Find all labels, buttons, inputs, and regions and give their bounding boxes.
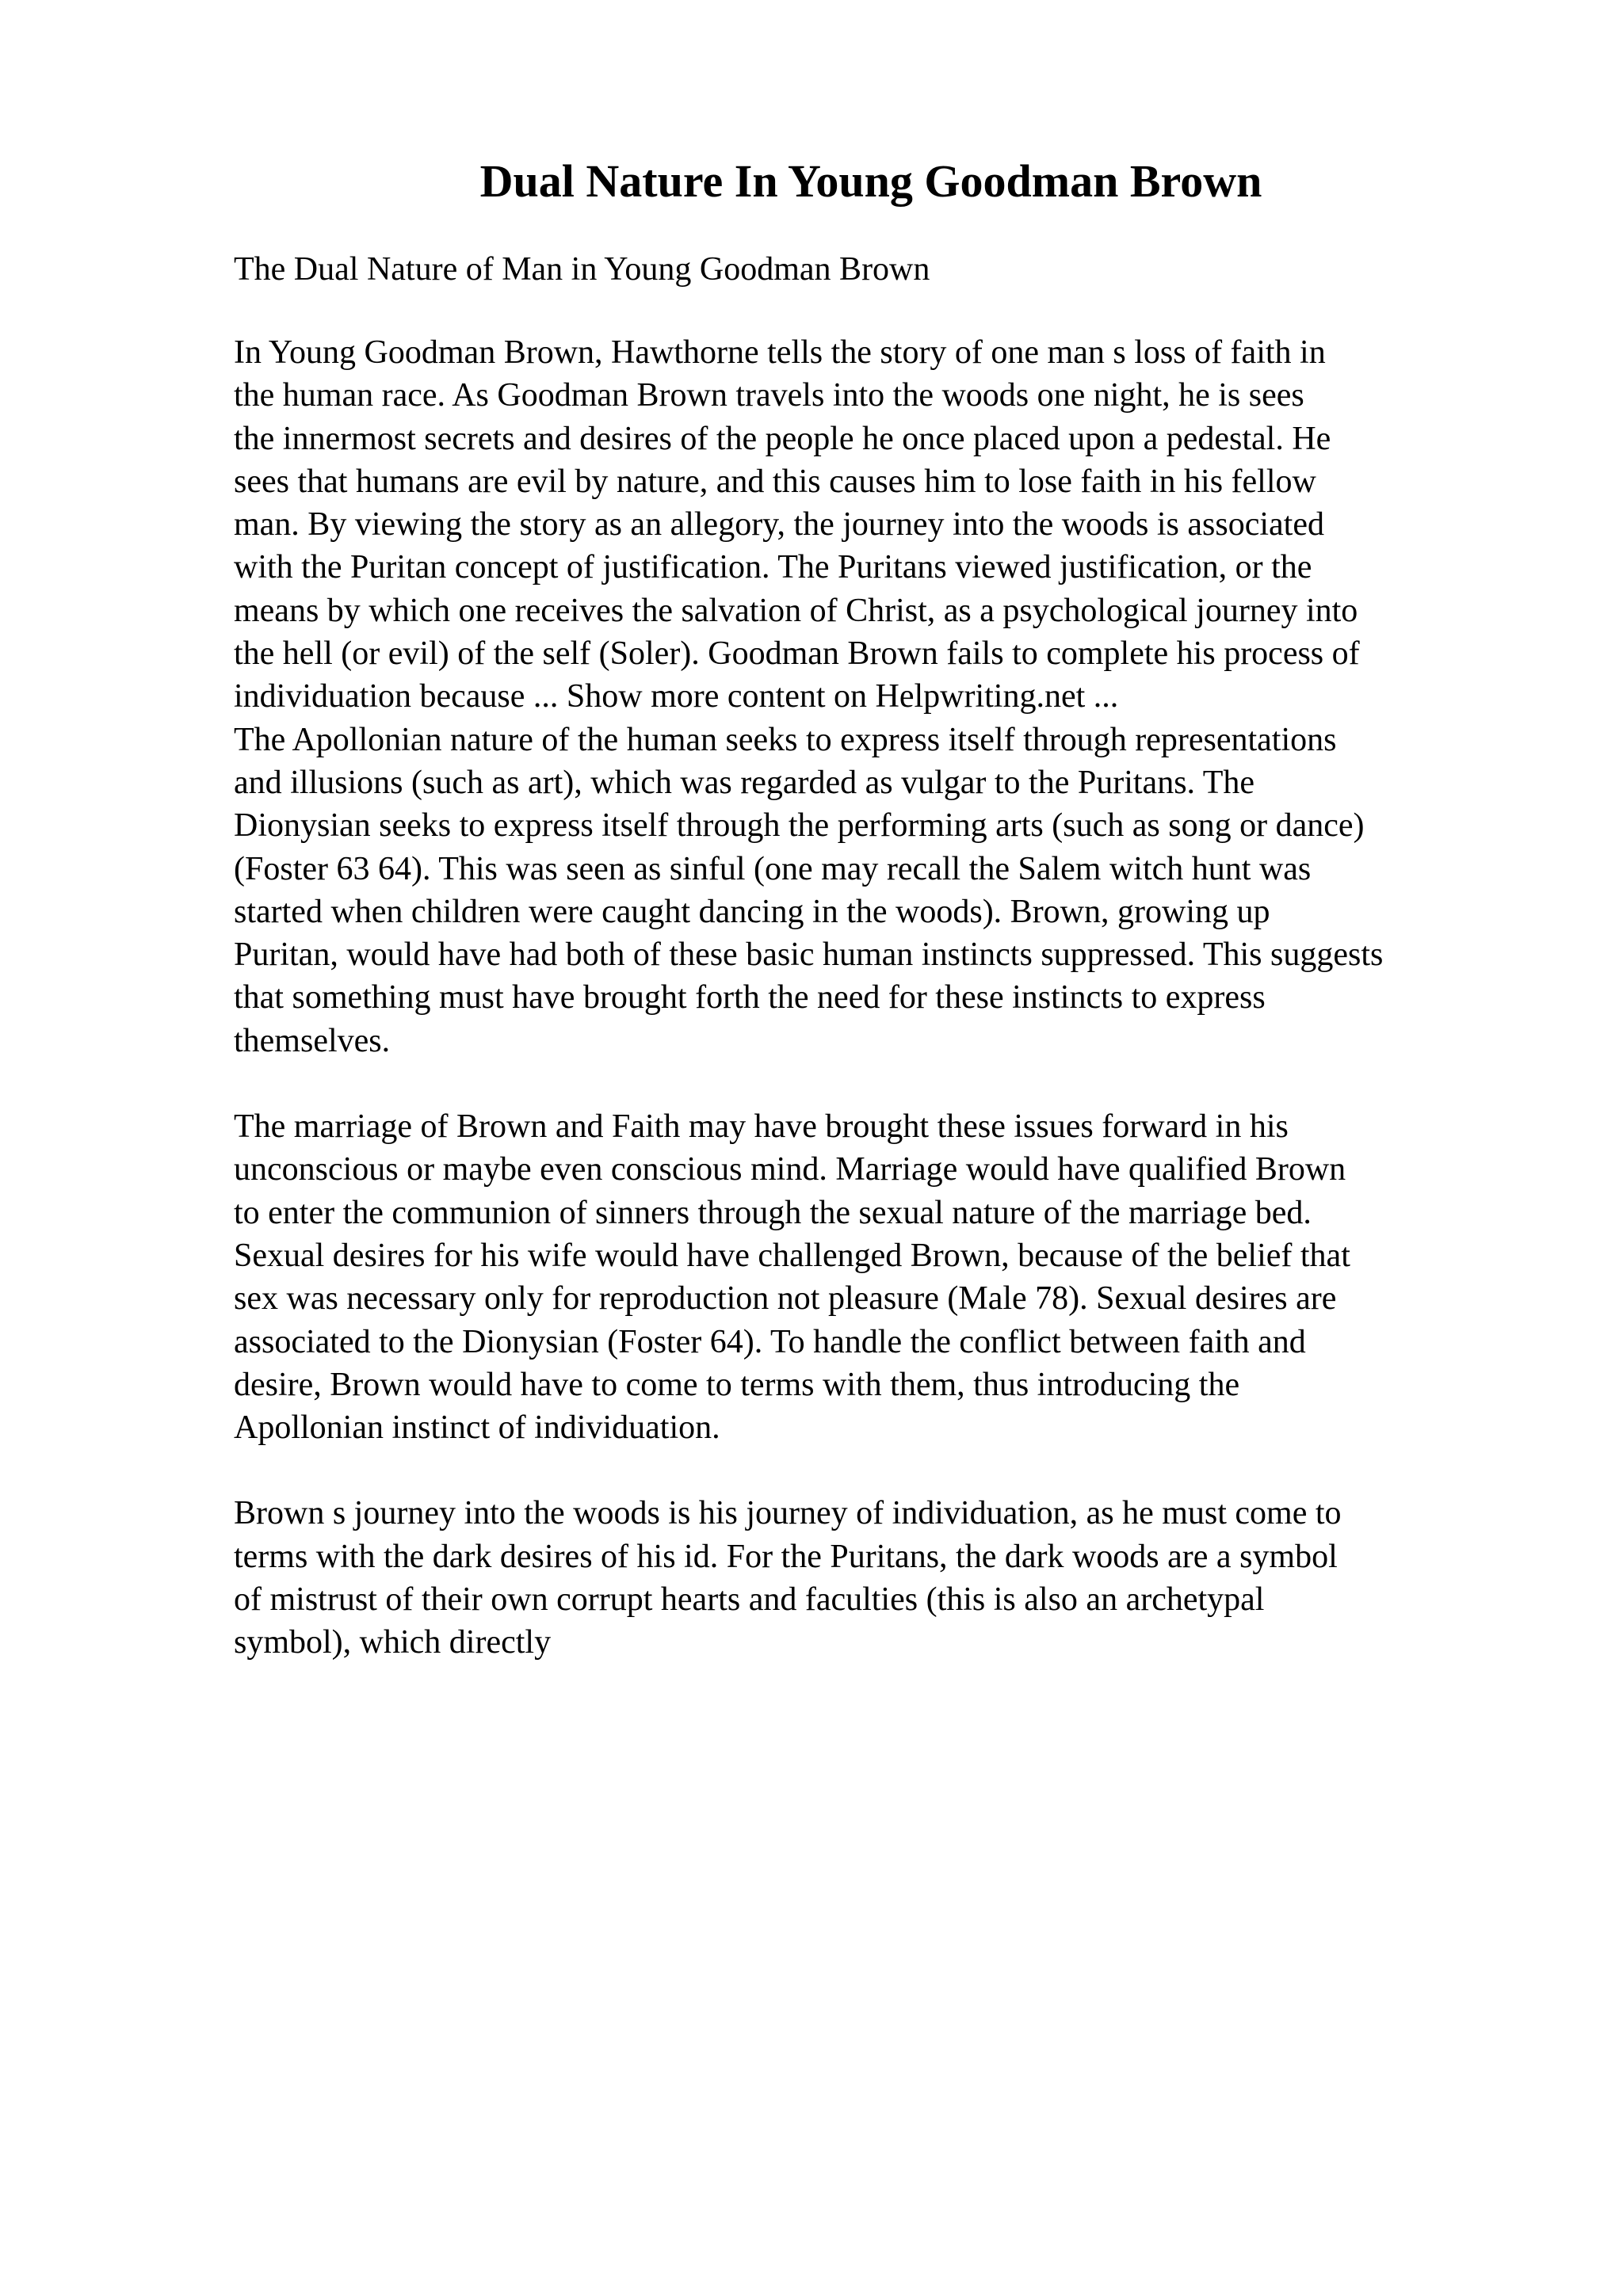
- paragraph-line: sex was necessary only for reproduction not pleasure (Male 78). Sexual desires are: [234, 1280, 1337, 1318]
- paragraph-line: the innermost secrets and desires of the people he once placed upon a pedestal. He: [234, 420, 1331, 457]
- paragraph-line: sees that humans are evil by nature, and this causes him to lose faith in his fellow: [234, 463, 1316, 500]
- paragraph-line: the hell (or evil) of the self (Soler). Goodman Brown fails to complete his process of: [234, 635, 1360, 673]
- paragraph-line: the human race. As Goodman Brown travels into the woods one night, he is sees: [234, 377, 1304, 414]
- paragraph-line: desire, Brown would have to come to terms with them, thus introducing the: [234, 1366, 1240, 1403]
- paragraph-line: In Young Goodman Brown, Hawthorne tells the story of one man s loss of faith in: [234, 334, 1326, 371]
- paragraph-line: with the Puritan concept of justification. The Puritans viewed justification, or the: [234, 549, 1312, 586]
- paragraph-line: The marriage of Brown and Faith may have brought these issues forward in his: [234, 1108, 1289, 1146]
- paragraph-line: Apollonian instinct of individuation.: [234, 1409, 720, 1447]
- document-subtitle: The Dual Nature of Man in Young Goodman Brown: [234, 251, 930, 288]
- body-paragraph-1: [234, 331, 1597, 719]
- paragraph-line: symbol), which directly: [234, 1624, 552, 1661]
- paragraph-line: and illusions (such as art), which was regarded as vulgar to the Puritans. The: [234, 764, 1255, 801]
- paragraph-line: to enter the communion of sinners through the sexual nature of the marriage bed.: [234, 1194, 1312, 1231]
- paragraph-line: that something must have brought forth the need for these instincts to express: [234, 979, 1266, 1016]
- paragraph-line: Puritan, would have had both of these basic human instincts suppressed. This suggests: [234, 936, 1384, 974]
- paragraph-line: Brown s journey into the woods is his journey of individuation, as he must come to: [234, 1495, 1342, 1532]
- paragraph-line: unconscious or maybe even conscious mind. Marriage would have qualified Brown: [234, 1151, 1346, 1188]
- paragraph-line: associated to the Dionysian (Foster 64). To handle the conflict between faith and: [234, 1323, 1306, 1360]
- paragraph-line: (Foster 63 64). This was seen as sinful (one may recall the Salem witch hunt was: [234, 850, 1312, 887]
- paragraph-line: of mistrust of their own corrupt hearts and faculties (this is also an archetypal: [234, 1581, 1265, 1619]
- paragraph-line: man. By viewing the story as an allegory, the journey into the woods is associated: [234, 506, 1324, 543]
- paragraph-line: terms with the dark desires of his id. For the Puritans, the dark woods are a symbol: [234, 1538, 1338, 1575]
- paragraph-line: started when children were caught dancing in the woods). Brown, growing up: [234, 893, 1270, 930]
- body-paragraph-2: [234, 719, 1597, 1062]
- paragraph-line: means by which one receives the salvation of Christ, as a psychological journey into: [234, 592, 1358, 629]
- document-title: Dual Nature In Young Goodman Brown: [479, 155, 1262, 207]
- body-paragraph-4: [234, 1492, 1597, 1664]
- paragraph-line: individuation because ... Show more content on Helpwriting.net ...: [234, 678, 1119, 715]
- paragraph-line: Sexual desires for his wife would have challenged Brown, because of the belief that: [234, 1237, 1350, 1274]
- document-body: [234, 331, 1597, 1707]
- body-paragraph-3: [234, 1105, 1597, 1449]
- paragraph-line: The Apollonian nature of the human seeks to express itself through representations: [234, 721, 1337, 758]
- paragraph-line: Dionysian seeks to express itself through the performing arts (such as song or dance): [234, 807, 1365, 845]
- paragraph-line: themselves.: [234, 1022, 391, 1059]
